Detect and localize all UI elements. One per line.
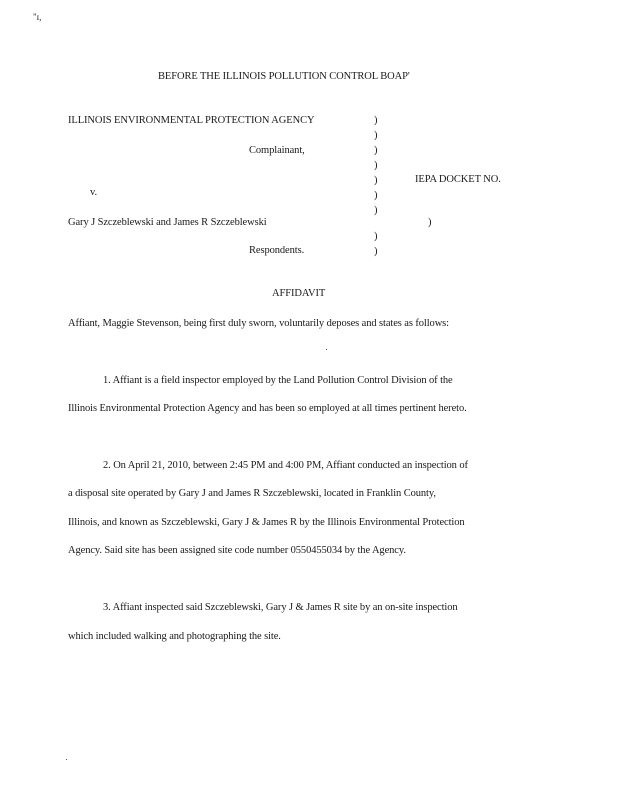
caption-paren: ) [374,205,378,216]
caption-paren: ) [374,130,378,141]
paragraph-1-line: Illinois Environmental Protection Agency and has been so employed at all times pertinent hereto. [68,403,467,414]
paragraph-2-line: Illinois, and known as Szczeblewski, Gary J & James R by the Illinois Environmental Protection [68,517,465,528]
paragraph-1-line: 1. Affiant is a field inspector employed by the Land Pollution Control Division of the [103,375,453,386]
scan-speck [66,759,67,760]
caption-paren: ) [374,160,378,171]
caption-paren: ) [374,231,378,242]
docket-label: IEPA DOCKET NO. [415,174,501,185]
complainant-name: ILLINOIS ENVIRONMENTAL PROTECTION AGENCY [68,115,315,126]
court-heading: BEFORE THE ILLINOIS POLLUTION CONTROL BOAP' [158,71,410,82]
caption-paren: ) [428,217,432,228]
paragraph-2-line: a disposal site operated by Gary J and James R Szczeblewski, located in Franklin County, [68,488,436,499]
caption-paren: ) [374,175,378,186]
caption-paren: ) [374,190,378,201]
paragraph-3-line: 3. Affiant inspected said Szczeblewski, Gary J & James R site by an on-site inspection [103,602,458,613]
respondents-label: Respondents. [249,245,305,256]
caption-paren: ) [374,115,378,126]
paragraph-2-line: Agency. Said site has been assigned site code number 0550455034 by the Agency. [68,545,406,556]
caption-paren: ) [374,145,378,156]
complainant-label: Complainant, [249,145,305,156]
intro-statement: Affiant, Maggie Stevenson, being first duly sworn, voluntarily deposes and states as follows: [68,318,449,329]
corner-mark: "ɪ, [33,12,42,22]
scan-speck [326,349,327,350]
respondent-names: Gary J Szczeblewski and James R Szczeblewski [68,217,267,228]
affidavit-title: AFFIDAVIT [272,288,326,299]
caption-paren: ) [374,246,378,257]
paragraph-2-line: 2. On April 21, 2010, between 2:45 PM and 4:00 PM, Affiant conducted an inspection of [103,460,468,471]
versus-label: v. [90,187,97,198]
paragraph-3-line: which included walking and photographing the site. [68,631,281,642]
